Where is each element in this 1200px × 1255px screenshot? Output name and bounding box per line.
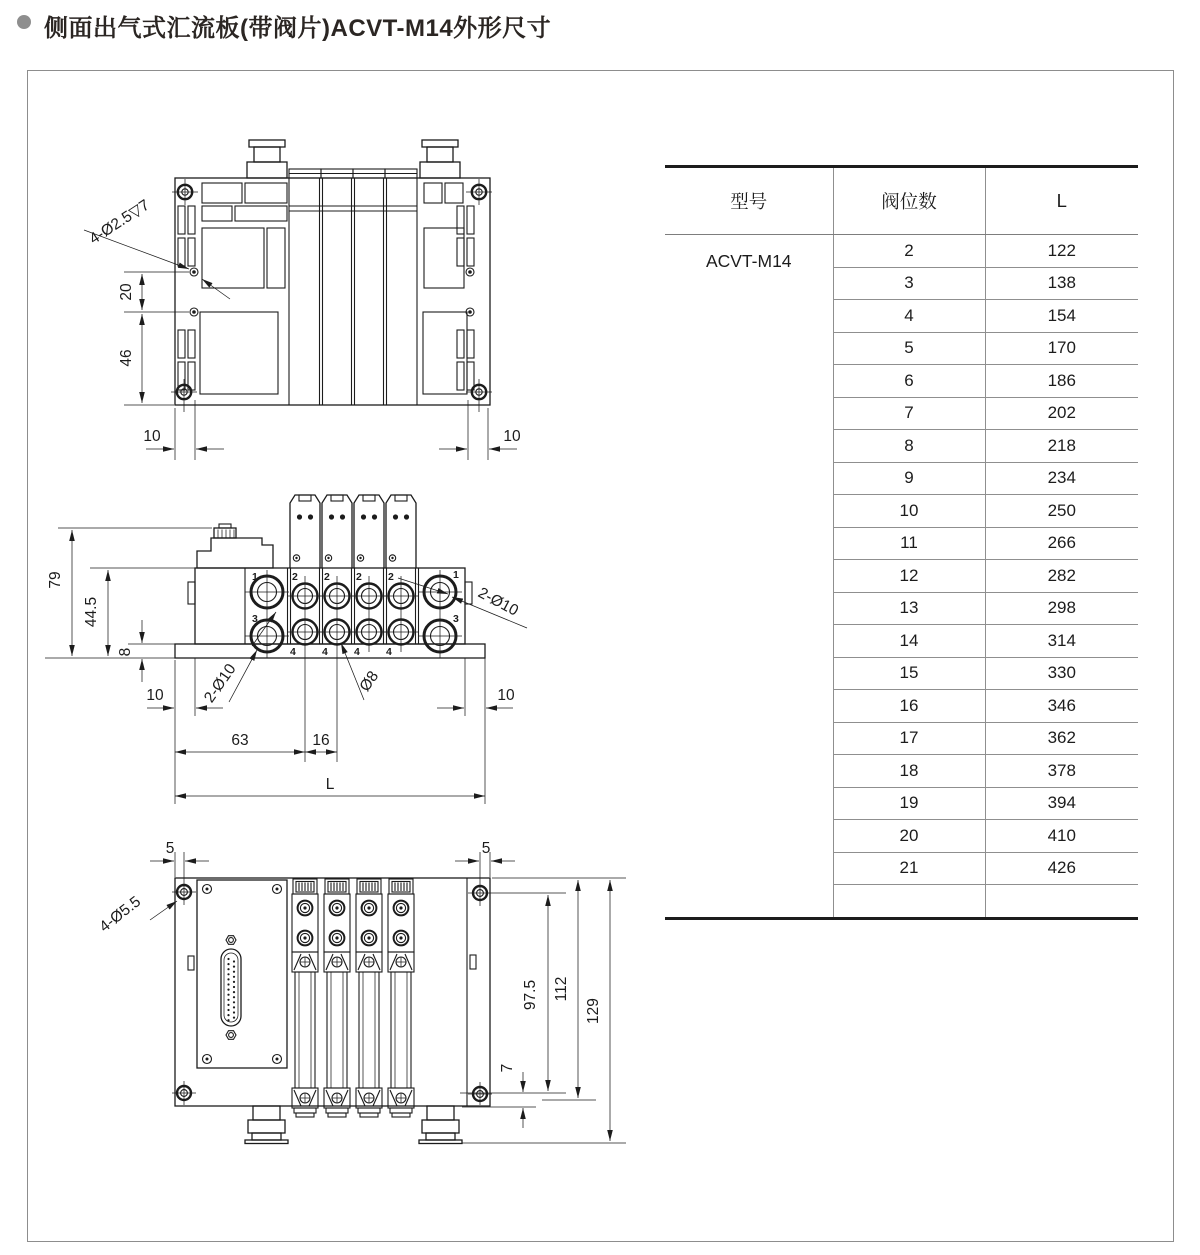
stations-cell: 13	[833, 592, 985, 625]
stations-cell: 16	[833, 690, 985, 723]
spec-table-body	[665, 235, 1138, 919]
valve-units	[290, 495, 416, 568]
stations-cell: 9	[833, 462, 985, 495]
valve-modules	[292, 879, 414, 1117]
dim-label-8: 8	[117, 647, 134, 657]
small-holes	[190, 268, 474, 316]
dim-label-63: 63	[231, 732, 249, 749]
stations-cell: 4	[833, 300, 985, 333]
table-header-row	[665, 167, 1138, 235]
length-cell	[985, 885, 1138, 919]
length-cell: 314	[985, 625, 1138, 658]
stations-cell: 7	[833, 397, 985, 430]
length-cell: 362	[985, 722, 1138, 755]
dim-label-44-5: 44.5	[83, 596, 100, 628]
length-cell: 266	[985, 527, 1138, 560]
dim-label-10-right: 10	[497, 687, 515, 704]
length-cell: 410	[985, 820, 1138, 853]
stations-cell: 6	[833, 365, 985, 398]
mounting-holes	[172, 852, 492, 1105]
station-ports	[288, 576, 418, 652]
dim-label-10-left: 10	[143, 428, 161, 445]
length-cell: 154	[985, 300, 1138, 333]
stations-cell: 21	[833, 852, 985, 885]
stations-cell: 12	[833, 560, 985, 593]
cover-screws	[203, 885, 282, 1064]
stations-cell: 11	[833, 527, 985, 560]
front-view-drawing	[45, 495, 527, 804]
dim-label-10-left: 10	[146, 687, 164, 704]
port-label-2: 2	[292, 571, 298, 583]
dim-label-112: 112	[553, 976, 570, 1002]
stations-cell: 14	[833, 625, 985, 658]
length-cell: 234	[985, 462, 1138, 495]
stations-cell: 5	[833, 332, 985, 365]
dim-label-16: 16	[312, 732, 330, 749]
dim-label-5-left: 5	[165, 840, 175, 857]
spec-table	[665, 165, 1138, 920]
mounting-holes	[171, 179, 492, 412]
port-label-1-right: 1	[453, 569, 459, 581]
dim-label-hole-note: 4-Ø5.5	[96, 893, 145, 936]
port-label-2: 2	[388, 571, 394, 583]
stations-cell: 15	[833, 657, 985, 690]
page-title: 侧面出气式汇流板(带阀片)ACVT-M14外形尺寸	[44, 15, 552, 42]
stations-cell: 8	[833, 430, 985, 463]
port-label-1-left: 1	[252, 571, 258, 583]
port-label-4: 4	[354, 646, 360, 658]
port-label-3-left: 3	[252, 613, 258, 625]
dim-label-L: L	[325, 776, 335, 793]
note-d8: Ø8	[356, 668, 383, 695]
top-view-drawing	[84, 140, 521, 460]
model-cell: ACVT-M14	[705, 251, 792, 271]
col-header-length: L	[985, 167, 1138, 235]
length-cell: 394	[985, 787, 1138, 820]
dim-label-10-right: 10	[503, 428, 521, 445]
stations-cell: 3	[833, 267, 985, 300]
port-label-4: 4	[290, 646, 296, 658]
plan-view-drawing	[96, 840, 626, 1144]
stations-cell: 17	[833, 722, 985, 755]
dim-label-129: 129	[585, 998, 602, 1024]
dim-label-7: 7	[499, 1063, 516, 1073]
note-2d10-left: 2-Ø10	[200, 660, 240, 706]
dim-label-46: 46	[118, 349, 135, 367]
length-cell: 186	[985, 365, 1138, 398]
port-label-2: 2	[356, 571, 362, 583]
port-label-3-right: 3	[453, 613, 459, 625]
port-label-2: 2	[324, 571, 330, 583]
port-label-4: 4	[386, 646, 392, 658]
stations-cell: 18	[833, 755, 985, 788]
dim-label-79: 79	[47, 571, 64, 589]
stations-cell: 20	[833, 820, 985, 853]
length-cell: 330	[985, 657, 1138, 690]
length-cell: 298	[985, 592, 1138, 625]
dim-label-97-5: 97.5	[522, 979, 539, 1011]
length-cell: 426	[985, 852, 1138, 885]
dsub-connector	[221, 936, 241, 1040]
length-cell: 282	[985, 560, 1138, 593]
stations-cell: 2	[833, 235, 985, 268]
length-cell: 250	[985, 495, 1138, 528]
length-cell: 218	[985, 430, 1138, 463]
length-cell: 202	[985, 397, 1138, 430]
col-header-model: 型号	[665, 167, 833, 235]
supply-stubs	[245, 1106, 462, 1144]
length-cell: 346	[985, 690, 1138, 723]
stations-cell: 10	[833, 495, 985, 528]
length-cell: 138	[985, 267, 1138, 300]
port-label-4: 4	[322, 646, 328, 658]
length-cell: 378	[985, 755, 1138, 788]
stations-cell: 19	[833, 787, 985, 820]
dim-label-5-right: 5	[481, 840, 491, 857]
end-ports	[245, 570, 462, 658]
stations-cell	[833, 885, 985, 919]
table-row	[665, 235, 1138, 268]
length-cell: 122	[985, 235, 1138, 268]
col-header-stations: 阀位数	[833, 167, 985, 235]
dim-label-hole-note: 4-Ø2.5▽7	[86, 196, 153, 248]
length-cell: 170	[985, 332, 1138, 365]
dim-label-20: 20	[118, 283, 135, 301]
note-2d10-right: 2-Ø10	[475, 584, 522, 620]
